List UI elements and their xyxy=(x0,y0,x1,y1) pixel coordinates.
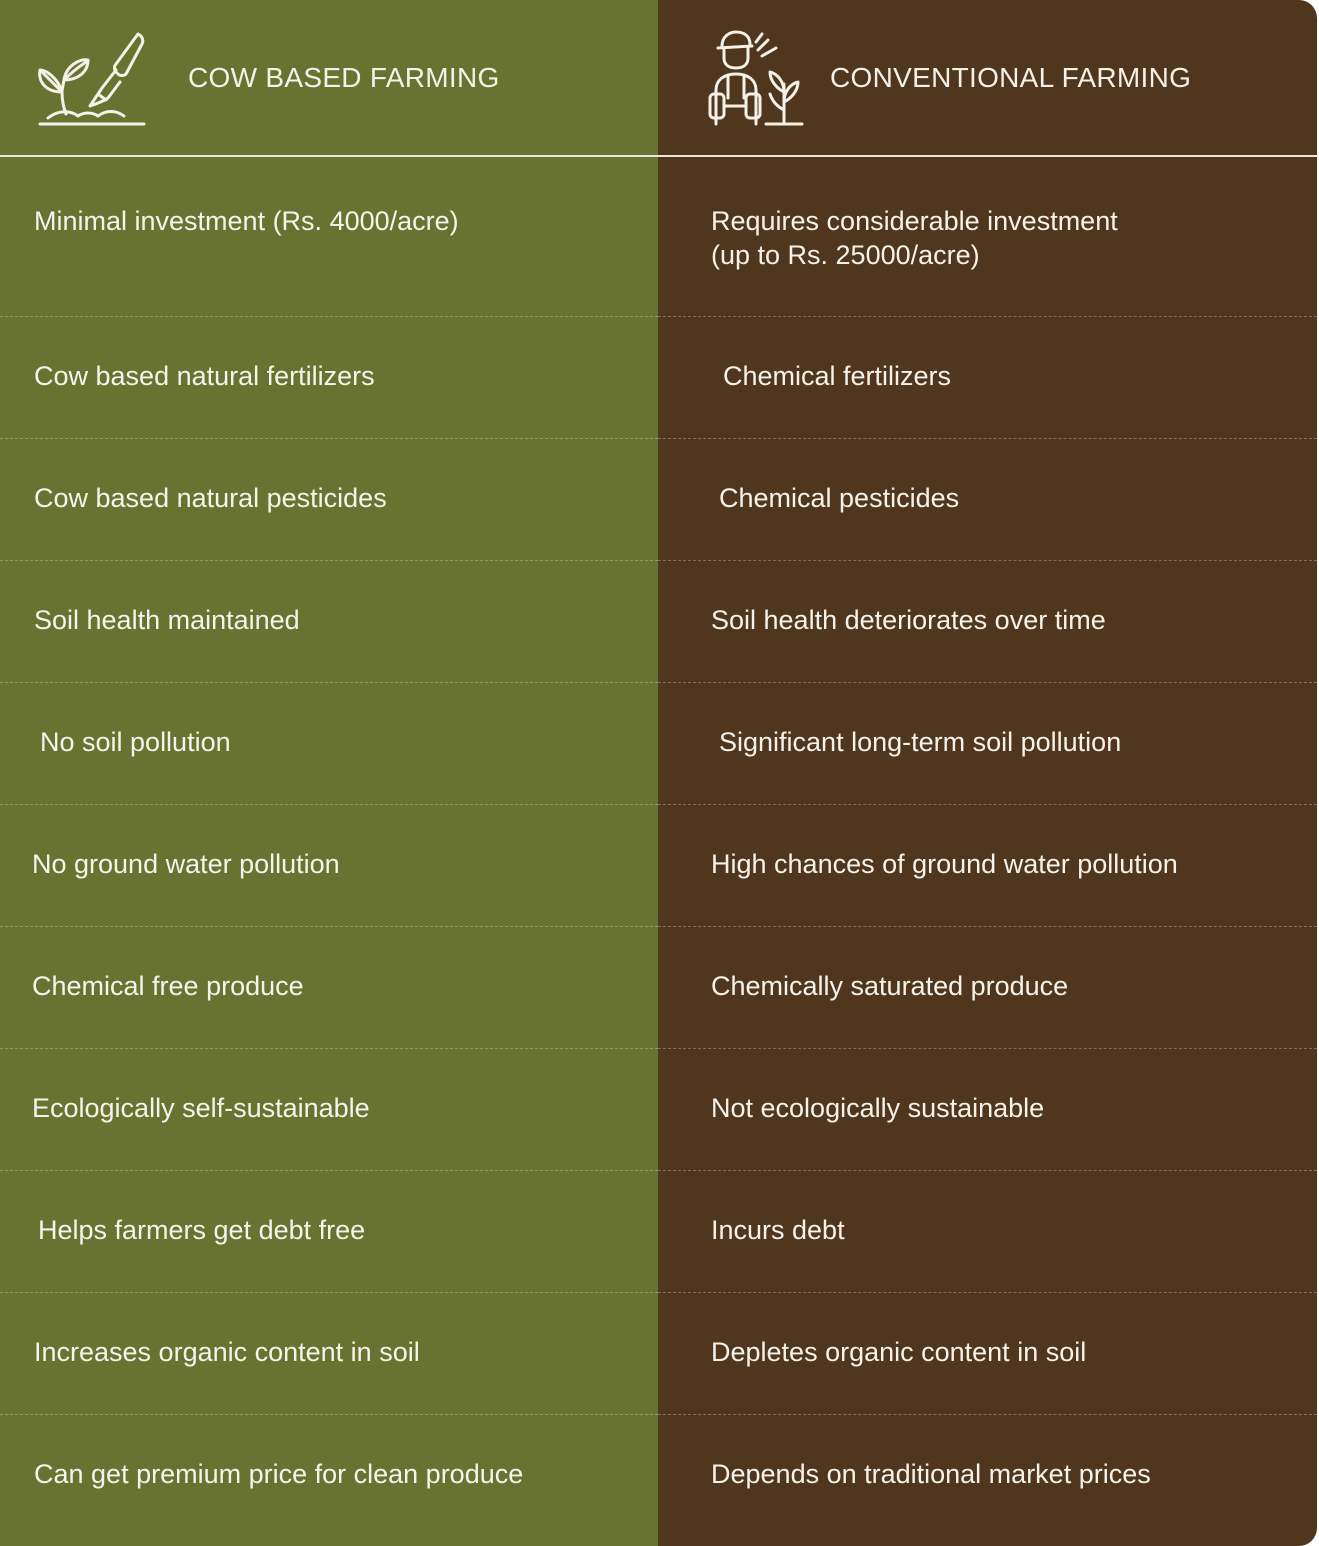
cell-text: Helps farmers get debt free xyxy=(38,1215,366,1245)
cell-text: Not ecologically sustainable xyxy=(711,1093,1045,1123)
table-row xyxy=(0,683,658,805)
cell-text: No ground water pollution xyxy=(32,849,340,879)
table-row xyxy=(0,805,658,927)
table-row xyxy=(0,317,658,439)
conventional-farming-column xyxy=(658,0,1317,1546)
table-row xyxy=(658,927,1317,1049)
cell-text: Incurs debt xyxy=(711,1215,845,1245)
column-title: CONVENTIONAL FARMING xyxy=(830,61,1192,93)
cell-text: Increases organic content in soil xyxy=(34,1337,420,1367)
cell-text: Ecologically self-sustainable xyxy=(32,1093,370,1123)
table-row xyxy=(0,439,658,561)
cow-based-farming-column xyxy=(0,0,658,1546)
table-row xyxy=(658,805,1317,927)
table-row xyxy=(658,317,1317,439)
table-row xyxy=(658,683,1317,805)
left-rows xyxy=(0,157,658,1545)
cow-based-farming-header xyxy=(0,0,658,157)
plant-trowel-icon xyxy=(36,30,148,126)
conventional-farming-header xyxy=(658,0,1317,157)
farmer-sprayer-icon xyxy=(706,28,806,128)
cell-text: High chances of ground water pollution xyxy=(711,849,1178,879)
cell-text: Soil health maintained xyxy=(34,605,300,635)
table-row xyxy=(0,157,658,317)
cell-text: Can get premium price for clean produce xyxy=(34,1459,524,1489)
cell-text: Significant long-term soil pollution xyxy=(719,727,1122,757)
table-row xyxy=(658,1049,1317,1171)
table-row xyxy=(658,439,1317,561)
table-row xyxy=(658,1293,1317,1415)
cell-text: Chemical fertilizers xyxy=(723,361,952,391)
table-row xyxy=(0,1171,658,1293)
cell-text: Chemical free produce xyxy=(32,971,304,1001)
cell-text: Depletes organic content in soil xyxy=(711,1337,1087,1367)
right-rows xyxy=(658,157,1317,1545)
table-row xyxy=(0,1049,658,1171)
cell-text: Soil health deteriorates over time xyxy=(711,605,1106,635)
table-row xyxy=(0,927,658,1049)
table-row xyxy=(658,1171,1317,1293)
cell-text: Requires considerable investment (up to Rs. 25000/acre) xyxy=(711,206,1118,270)
table-row xyxy=(658,561,1317,683)
cell-text: Depends on traditional market prices xyxy=(711,1459,1151,1489)
table-row xyxy=(0,1293,658,1415)
cell-text: No soil pollution xyxy=(40,727,231,757)
cell-text: Chemically saturated produce xyxy=(711,971,1069,1001)
cell-text: Minimal investment (Rs. 4000/acre) xyxy=(34,206,459,236)
cell-text: Cow based natural pesticides xyxy=(34,483,387,513)
table-row xyxy=(0,1415,658,1545)
cell-text: Chemical pesticides xyxy=(719,483,960,513)
table-row xyxy=(658,1415,1317,1545)
table-row xyxy=(0,561,658,683)
cell-text: Cow based natural fertilizers xyxy=(34,361,375,391)
table-row xyxy=(658,157,1317,317)
column-title: COW BASED FARMING xyxy=(188,61,500,93)
